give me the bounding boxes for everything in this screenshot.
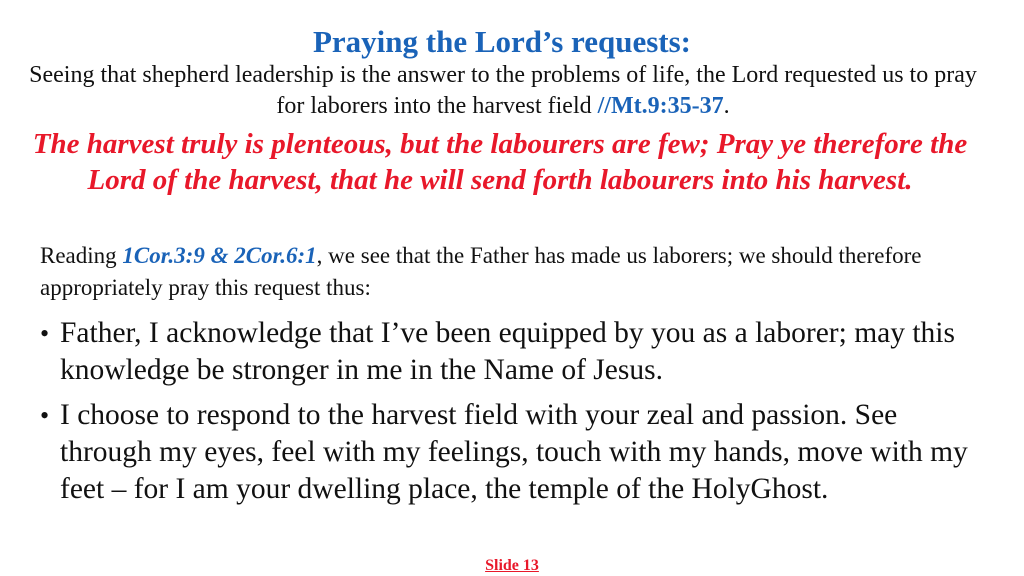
prayer-item [40,315,990,389]
slide-title: Praying the Lord’s requests: [312,24,691,59]
slide-number-link[interactable]: Slide 13 [485,557,539,574]
reading-reference: 1Cor.3:9 & 2Cor.6:1 [122,243,317,268]
intro-paragraph [28,60,978,122]
reading-prefix: Reading [40,243,123,268]
prayer-list [40,315,990,516]
bullet-dot-icon: • [40,319,50,348]
reading-suffix: , we see that the Father has made us laborers; we should therefore appropriately pray this request thus: [40,243,922,300]
intro-reference: //Mt.9:35-37 [597,93,724,119]
prayer-item-text: I choose to respond to the harvest field with your zeal and passion. See through my eyes, feel with my feelings, touch with my hands, move with my feet – for I am your dwelling place, the temple of the HolyGhost. [60,399,968,505]
intro-text: Seeing that shepherd leadership is the answer to the problems of life, the Lord requested us to pray for laborers into the harvest field [29,62,977,119]
prayer-item-text: Father, I acknowledge that I’ve been equipped by you as a laborer; may this knowledge be stronger in me in the Name of Jesus. [60,317,955,386]
reading-paragraph [40,240,1000,304]
intro-end: . [723,93,730,119]
prayer-item [40,397,990,508]
bullet-dot-icon: • [40,401,50,430]
scripture-quote: The harvest truly is plenteous, but the labourers are few; Pray ye therefore the Lord of the harvest, that he will send forth labourers into his harvest. [32,128,968,196]
